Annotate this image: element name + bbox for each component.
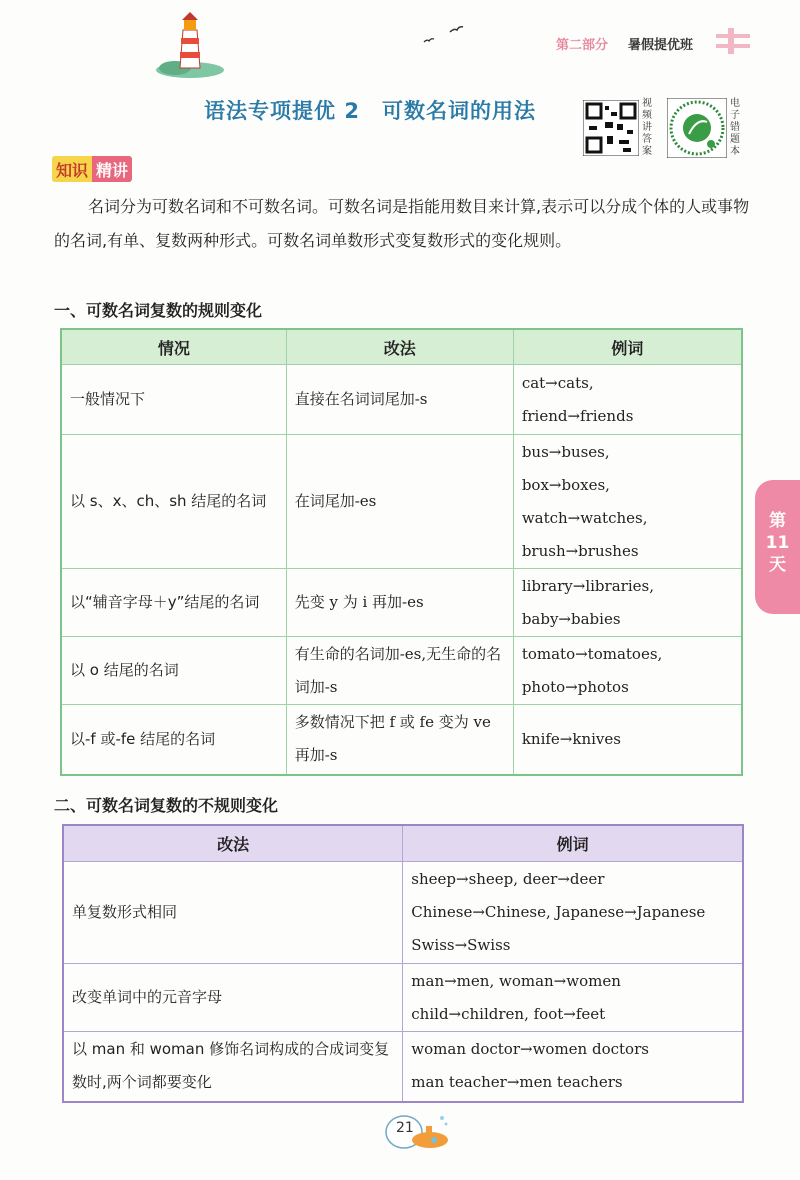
example-line: woman doctor→women doctors [411,1040,649,1059]
method-cell: 改变单词中的元音字母 [63,964,403,1032]
page-number-badge [382,1112,452,1152]
situation-cell: 以-f 或-fe 结尾的名词 [61,705,286,775]
table-row [63,964,743,1032]
example-line: baby→babies [521,609,621,628]
qr-code-icon[interactable] [583,100,639,156]
page-title: 语法专项提优 2 可数名词的用法 [204,99,536,123]
section2-heading: 二、可数名词复数的不规则变化 [54,796,279,815]
examples-cell [513,637,742,705]
table-header-row [61,329,742,365]
side-tab-line2: 11 [765,533,790,553]
intro-paragraph: 名词分为可数名词和不可数名词。可数名词是指能用数目来计算,表示可以分成个体的人或事物的名词,有单、复数两种形式。可数名词单数形式变复数形式的变化规则。 [54,197,750,250]
example-line: watch→watches, [521,508,648,527]
method-cell: 在词尾加-es [286,435,513,569]
header-section: 第二部分 [556,38,609,53]
example-line: box→boxes, [521,475,610,494]
table-header-row [63,825,743,862]
example-line: library→libraries, [521,576,654,595]
table-row [63,862,743,964]
knowledge-tag [52,156,132,182]
examples-cell [403,964,743,1032]
method-cell: 多数情况下把 f 或 fe 变为 ve 再加-s [286,705,513,775]
side-tab-line3: 天 [769,555,786,575]
knowledge-tag-part1: 知识 [52,156,92,182]
method-cell: 先变 y 为 i 再加-es [286,569,513,637]
method-cell: 以 man 和 woman 修饰名词构成的合成词变复数时,两个词都要变化 [63,1032,403,1102]
page-number: 21 [396,1120,414,1136]
table-row [61,435,742,569]
submarine-icon [382,1112,452,1152]
table-row [61,569,742,637]
example-line: sheep→sheep, deer→deer [411,870,605,888]
situation-cell: 以 s、x、ch、sh 结尾的名词 [61,435,286,569]
table-header: 例词 [513,329,742,365]
table-row [63,1032,743,1102]
mini-program-code-icon[interactable] [667,98,727,158]
regular-plural-table [60,328,743,776]
knowledge-tag-part2: 精讲 [92,156,132,182]
example-line: Chinese→Chinese, Japanese→Japanese [411,903,706,921]
example-line: child→children, foot→feet [411,1004,606,1023]
lighthouse-icon [155,12,225,78]
table-row [61,705,742,775]
examples-cell [513,435,742,569]
situation-cell: 以“辅音字母＋y”结尾的名词 [61,569,286,637]
example-line: Swiss→Swiss [411,936,511,954]
birds-icon [420,24,464,46]
method-cell: 单复数形式相同 [63,862,403,964]
example-line: man→men, woman→women [411,971,621,990]
example-line: man teacher→men teachers [411,1073,623,1092]
table-header: 例词 [403,825,743,862]
header-title: 暑假提优班 [628,38,694,53]
qr-label: 视频讲答案 [642,98,652,157]
method-cell: 直接在名词词尾加-s [286,365,513,435]
table-header: 改法 [286,329,513,365]
section1-heading: 一、可数名词复数的规则变化 [54,301,263,320]
examples-cell [513,705,742,775]
table-header: 改法 [63,825,403,862]
day-side-tab [755,480,800,614]
example-line: friend→friends [521,406,634,425]
example-line: cat→cats, [521,373,594,392]
side-tab-line1: 第 [769,511,786,531]
examples-cell [513,365,742,435]
situation-cell: 一般情况下 [61,365,286,435]
example-line: knife→knives [521,729,621,748]
examples-cell [513,569,742,637]
qr-label: 电子错题本 [730,98,740,157]
examples-cell [403,1032,743,1102]
table-row [61,365,742,435]
table-row [61,637,742,705]
example-line: brush→brushes [521,541,639,560]
method-cell: 有生命的名词加-es,无生命的名词加-s [286,637,513,705]
example-line: photo→photos [521,677,629,696]
examples-cell [403,862,743,964]
example-line: bus→buses, [521,442,610,461]
header-decoration-icon [712,24,752,54]
table-header: 情况 [61,329,286,365]
irregular-plural-table [62,824,744,1103]
situation-cell: 以 o 结尾的名词 [61,637,286,705]
page-header [0,0,800,90]
example-line: tomato→tomatoes, [521,644,663,663]
